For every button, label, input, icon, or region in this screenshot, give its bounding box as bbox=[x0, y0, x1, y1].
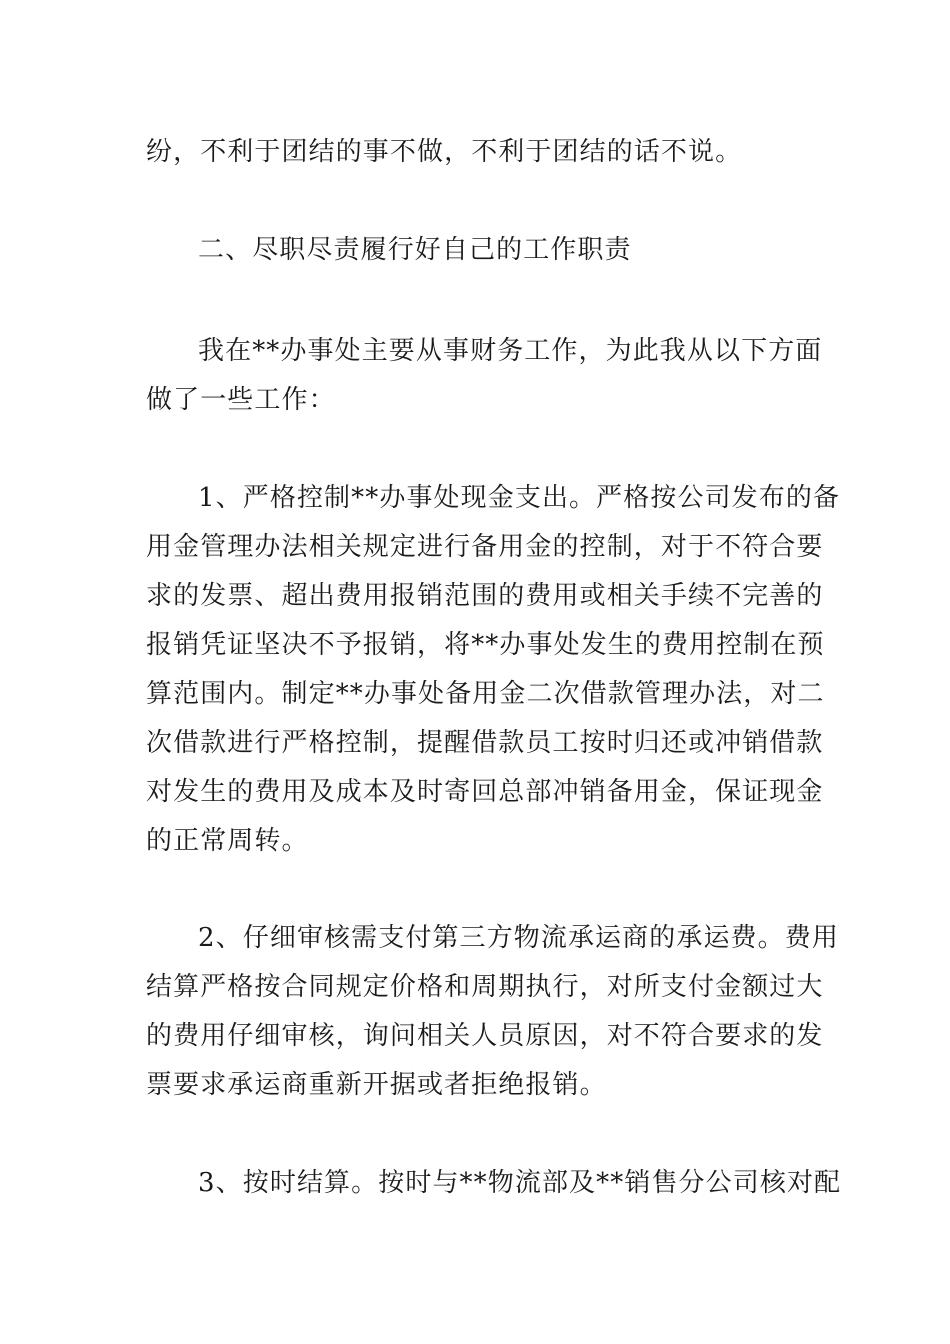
text-line: 次借款进行严格控制，提醒借款员工按时归还或冲销借款 bbox=[146, 728, 824, 758]
text-line: 1、严格控制**办事处现金支出。严格按公司发布的备 bbox=[198, 483, 841, 513]
text-line: 对发生的费用及成本及时寄回总部冲销备用金，保证现金 bbox=[146, 777, 824, 807]
paragraph-item-3 bbox=[146, 1159, 842, 1208]
paragraph-item-1 bbox=[146, 474, 841, 866]
text-line: 的费用仔细审核，询问相关人员原因，对不符合要求的发 bbox=[146, 1021, 824, 1051]
text-line: 用金管理办法相关规定进行备用金的控制，对于不符合要 bbox=[146, 532, 824, 562]
text-line: 二、尽职尽责履行好自己的工作职责 bbox=[198, 235, 632, 265]
text-line: 票要求承运商重新开据或者拒绝报销。 bbox=[146, 1070, 607, 1100]
text-line: 结算严格按合同规定价格和周期执行，对所支付金额过大 bbox=[146, 972, 824, 1002]
text-line: 的正常周转。 bbox=[146, 826, 309, 856]
paragraph-continuation bbox=[146, 128, 810, 177]
text-line: 纷，不利于团结的事不做，不利于团结的话不说。 bbox=[146, 137, 743, 167]
text-line: 算范围内。制定**办事处备用金二次借款管理办法，对二 bbox=[146, 679, 825, 709]
paragraph-item-2 bbox=[146, 914, 839, 1110]
text-line: 2、仔细审核需支付第三方物流承运商的承运费。费用 bbox=[198, 923, 839, 953]
text-line: 做了一些工作： bbox=[146, 385, 336, 415]
text-line: 3、按时结算。按时与**物流部及**销售分公司核对配 bbox=[198, 1168, 842, 1198]
section-heading bbox=[146, 226, 810, 275]
text-line: 求的发票、超出费用报销范围的费用或相关手续不完善的 bbox=[146, 581, 824, 611]
paragraph-intro bbox=[146, 327, 823, 425]
text-line: 报销凭证坚决不予报销，将**办事处发生的费用控制在预 bbox=[146, 630, 825, 660]
text-line: 我在**办事处主要从事财务工作，为此我从以下方面 bbox=[198, 336, 823, 366]
